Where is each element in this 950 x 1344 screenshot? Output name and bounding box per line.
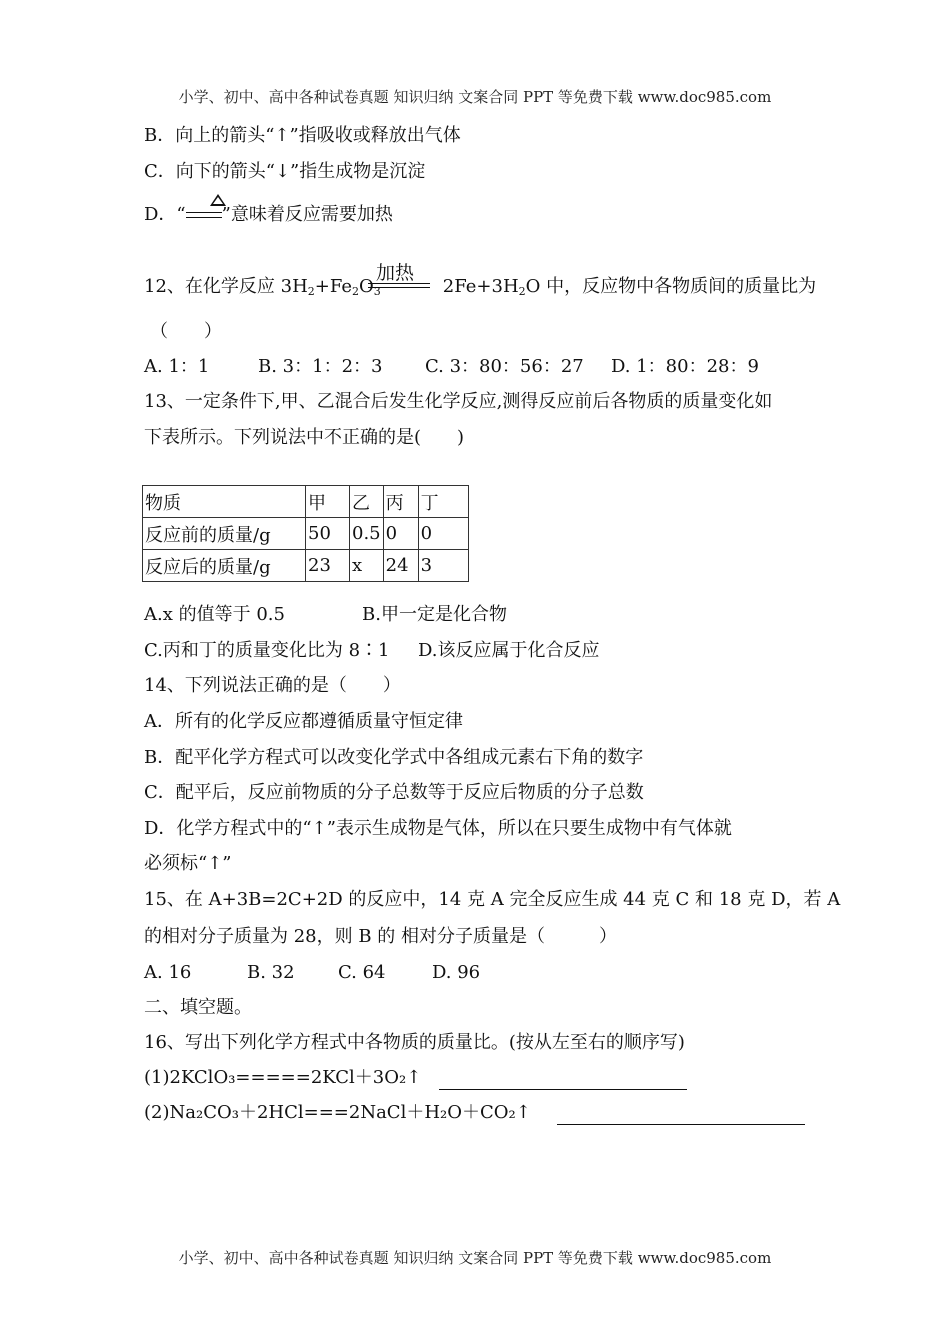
q15-options bbox=[144, 961, 480, 985]
table-cell: 物质 bbox=[143, 486, 306, 518]
q15-option-d: D. 96 bbox=[432, 962, 481, 983]
q16-equation-2: (2)Na₂CO₃＋2HCl===2NaCl＋H₂O＋CO₂↑ bbox=[144, 1102, 531, 1123]
q16-eq1-row bbox=[144, 1066, 687, 1090]
table-cell: 23 bbox=[306, 550, 350, 582]
answer-blank-1[interactable] bbox=[439, 1071, 687, 1090]
q11-option-b: B．向上的箭头“↑”指吸收或释放出气体 bbox=[144, 125, 461, 146]
table-cell: 3 bbox=[418, 550, 468, 582]
q12-stem: 12、在化学反应 $3H_2+Fe_2O_3$ $2Fe+3H_2O$ 中，反应物中各物质间的质量比为 bbox=[144, 276, 817, 298]
q16-eq2-row bbox=[144, 1101, 805, 1125]
q12-options bbox=[144, 355, 759, 379]
q15-option-c: C. 64 bbox=[338, 962, 386, 983]
q11-option-c: C．向下的箭头“↓”指生成物是沉淀 bbox=[144, 161, 426, 182]
table-cell: 0 bbox=[418, 518, 468, 550]
q15-stem-line2: 的相对分子质量为 28，则 B 的 相对分子质量是（ ） bbox=[144, 926, 618, 947]
q12-option-b: B. 3：1：2：3 bbox=[258, 356, 383, 377]
table-cell: 0 bbox=[383, 518, 418, 550]
q14-option-a: A．所有的化学反应都遵循质量守恒定律 bbox=[144, 711, 463, 732]
q12-option-d: D. 1：80：28：9 bbox=[611, 356, 759, 377]
q14-option-c: C．配平后，反应前物质的分子总数等于反应后物质的分子总数 bbox=[144, 782, 644, 803]
q12-heat-label: 加热 bbox=[376, 262, 415, 284]
q14-option-d-line1: D．化学方程式中的“↑”表示生成物是气体，所以在只要生成物中有气体就 bbox=[144, 818, 732, 839]
heat-equal-sign bbox=[186, 209, 222, 221]
q14-option-d-line2: 必须标“↑” bbox=[144, 853, 232, 874]
q11-option-d bbox=[144, 203, 393, 227]
table-cell: 乙 bbox=[350, 486, 384, 518]
q16-equation-1: (1)2KClO₃=====2KCl＋3O₂↑ bbox=[144, 1067, 422, 1088]
page-footer: 小学、初中、高中各种试卷真题 知识归纳 文案合同 PPT 等免费下载 www.doc985.com bbox=[178, 1249, 772, 1267]
table-cell: 50 bbox=[306, 518, 350, 550]
q13-options-row1 bbox=[144, 603, 507, 627]
heat-triangle-icon bbox=[210, 194, 226, 206]
page-header: 小学、初中、高中各种试卷真题 知识归纳 文案合同 PPT 等免费下载 www.doc985.com bbox=[178, 88, 772, 106]
q11-option-d-prefix: D．“ bbox=[144, 204, 186, 225]
q15-option-b: B. 32 bbox=[247, 962, 295, 983]
section-heading: 二、填空题。 bbox=[144, 997, 252, 1018]
table-cell: 反应后的质量/g bbox=[143, 550, 306, 582]
q13-option-b: B.甲一定是化合物 bbox=[362, 604, 507, 625]
q13-stem-line1: 13、一定条件下,甲、乙混合后发生化学反应,测得反应前后各物质的质量变化如 bbox=[144, 391, 773, 412]
q12-option-a: A. 1：1 bbox=[144, 356, 210, 377]
table-cell: 丁 bbox=[418, 486, 468, 518]
q15-option-a: A. 16 bbox=[144, 962, 192, 983]
q13-option-a: A.x 的值等于 0.5 bbox=[144, 604, 285, 625]
answer-blank-2[interactable] bbox=[557, 1106, 805, 1125]
q13-options-row2 bbox=[144, 639, 600, 663]
q12-paren: （ ） bbox=[150, 321, 222, 342]
table-cell: 0.5 bbox=[350, 518, 384, 550]
table-row bbox=[143, 518, 469, 550]
q16-stem: 16、写出下列化学方程式中各物质的质量比。(按从左至右的顺序写) bbox=[144, 1032, 685, 1053]
q13-option-d: D.该反应属于化合反应 bbox=[418, 640, 600, 661]
q15-stem-line1: 15、在 A+3B=2C+2D 的反应中，14 克 A 完全反应生成 44 克 C 和 18 克 D，若 A bbox=[144, 889, 841, 910]
table-cell: x bbox=[350, 550, 384, 582]
table-row bbox=[143, 486, 469, 518]
table-cell: 甲 bbox=[306, 486, 350, 518]
q13-option-c: C.丙和丁的质量变化比为 8∶1 bbox=[144, 640, 390, 661]
q12-option-c: C. 3：80：56：27 bbox=[425, 356, 584, 377]
table-cell: 24 bbox=[383, 550, 418, 582]
table-cell: 丙 bbox=[383, 486, 418, 518]
q13-stem-line2: 下表所示。下列说法中不正确的是( ) bbox=[144, 427, 465, 448]
table-row bbox=[143, 550, 469, 582]
q14-stem: 14、下列说法正确的是（ ） bbox=[144, 675, 401, 696]
table-cell: 反应前的质量/g bbox=[143, 518, 306, 550]
q11-option-d-suffix: ”意味着反应需要加热 bbox=[221, 204, 393, 225]
q14-option-b: B．配平化学方程式可以改变化学式中各组成元素右下角的数字 bbox=[144, 747, 644, 768]
q13-table bbox=[142, 485, 469, 582]
